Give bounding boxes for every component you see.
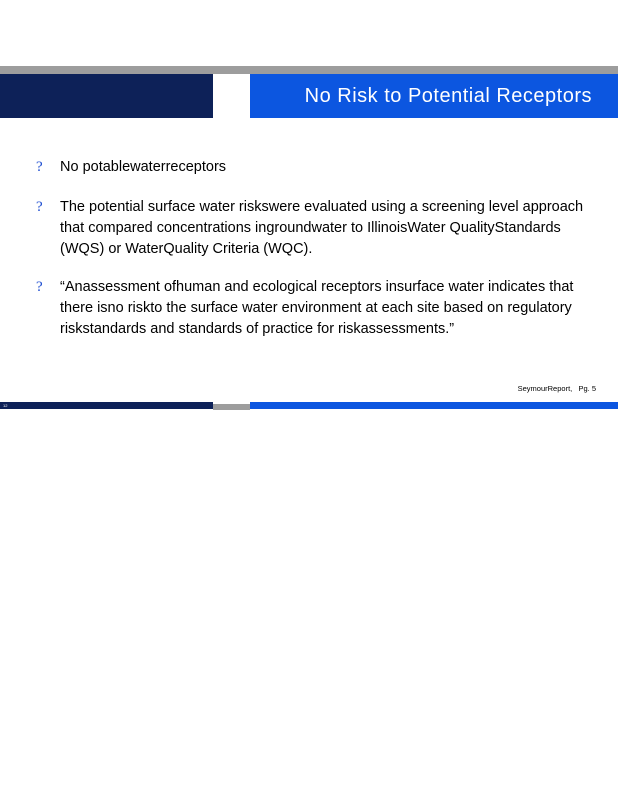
list-item	[36, 197, 596, 260]
header-navy-block	[0, 74, 213, 118]
bullet-list	[36, 157, 596, 357]
bullet-text: “Anassessment ofhuman and ecological receptors insurface water indicates that there isno riskto the surface water environment at each site based on regulatory riskstandards and standards of practice for riskassessments.”	[60, 279, 574, 337]
top-gray-band	[0, 66, 618, 74]
footer-navy-band	[0, 402, 213, 409]
page-number: 12	[3, 403, 8, 408]
footer-blue-band	[250, 402, 618, 409]
bullet-text: No potablewaterreceptors	[60, 159, 227, 175]
list-item	[36, 277, 596, 340]
bullet-marker-icon: ?	[36, 159, 43, 175]
bullet-marker-icon: ?	[36, 279, 43, 295]
bullet-text: The potential surface water riskswere evaluated using a screening level approach that compared concentrations ingroundwater to IllinoisWater QualityStandards (WQS) or WaterQuality Criteria (WQC).	[60, 199, 584, 257]
footer-gray-band	[213, 404, 250, 410]
footer-citation: SeymourReport, Pg. 5	[517, 384, 596, 393]
bullet-marker-icon: ?	[36, 199, 43, 215]
slide-title: No Risk to Potential Receptors	[304, 85, 592, 107]
list-item	[36, 157, 596, 178]
